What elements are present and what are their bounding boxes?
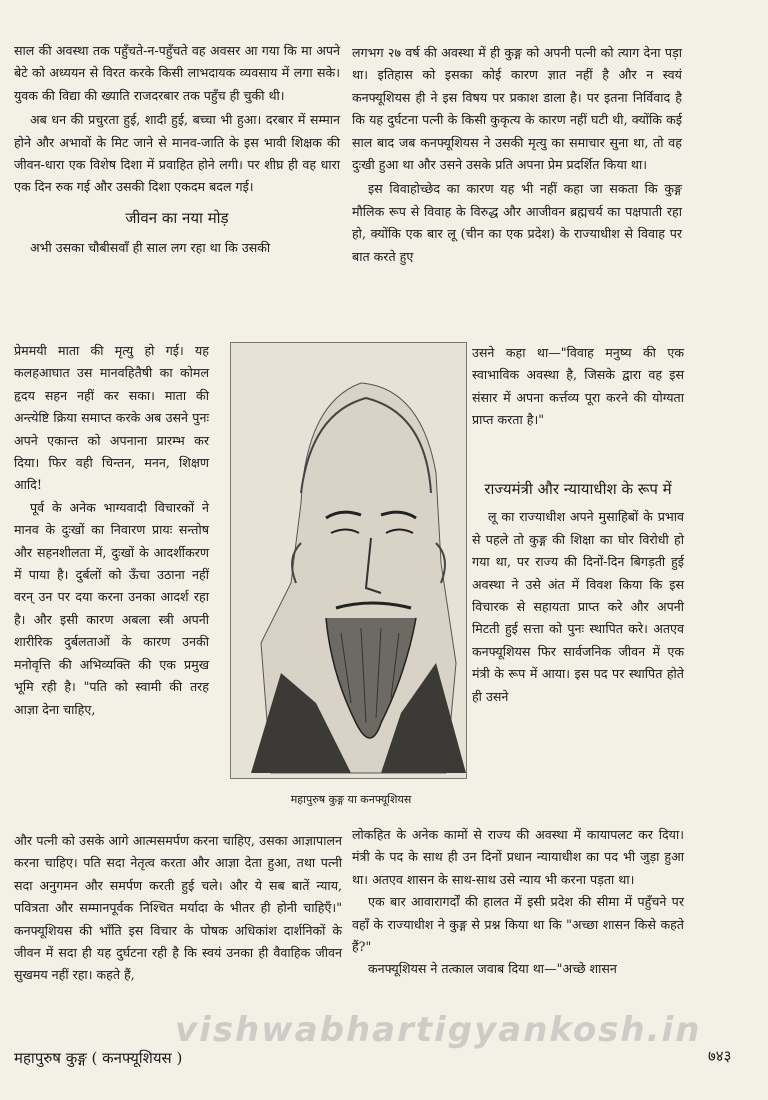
section-heading-new-turn: जीवन का नया मोड़ <box>125 208 229 227</box>
paragraph: कनफ्यूशियस ने तत्काल जवाब दिया था—"अच्छे शासन <box>368 961 617 977</box>
page-number: ७४३ <box>708 1047 732 1065</box>
paragraph: अभी उसका चौबीसवाँ ही साल लग रहा था कि उसकी <box>30 240 271 256</box>
portrait-drawing <box>231 343 466 778</box>
paragraph: साल की अवस्था तक पहुँचते-न-पहुँचते वह अवसर आ गया कि मा अपने बेटे को अध्ययन से विरत करके किसी लाभदायक व्यवसाय में लगा सके। युवक की विद्या की ख्याति राजदरबार तक पहुँच ही चुकी थी। <box>14 43 340 103</box>
paragraph: एक बार आवारागर्दों की हालत में इसी प्रदेश की सीमा में पहुँचने पर वहाँ के राज्याधीश ने कुङ्ग से प्रश्न किया था कि "अच्छा शासन किसे कहते हैं?" <box>352 894 684 955</box>
paragraph: और पत्नी को उसके आगे आत्मसमर्पण करना चाहिए, उसका आज्ञापालन करना चाहिए। पति सदा नेतृत्व करता और आज्ञा देता हुआ, तथा पत्नी सदा अनुगमन और समर्पण करती हुई चले। और ये सब बातें न्याय, पवित्रता और सम्मानपूर्वक निश्चित मर्यादा के भीतर ही होनी चाहिएँ।" कनफ्यूशियस की भाँति इस विचार के पोषक अधिकांश दार्शनिकों के जीवन में सदा ही यह दुर्घटना रही है कि स्वयं उनका ही वैवाहिक जीवन सुखमय नहीं रहा। कहते हैं, <box>14 833 342 983</box>
paragraph: लू का राज्याधीश अपने मुसाहिबों के प्रभाव से पहले तो कुङ्ग की शिक्षा का घोर विरोधी हो गया था, पर राज्य की दिनों-दिन बिगड़ती हुई अवस्था ने उसे अंत में विवश किया कि इस विचारक से सहायता प्राप्त करे और अपनी मिटती हुई सत्ता को पुनः स्थापित करे। अतएव कनफ्यूशियस फिर सार्वजनिक जीवन में एक मंत्री के रूप में आया। इस पद पर स्थापित होते ही उसने <box>472 509 684 704</box>
right-column-beside-portrait <box>472 478 684 708</box>
paragraph: उसने कहा था—"विवाह मनुष्य की एक स्वाभाविक अवस्था है, जिसके द्वारा वह इस संसार में अपना कर्त्तव्य पूरा करने की योग्यता प्राप्त करता है।" <box>472 345 684 428</box>
paragraph: इस विवाहोच्छेद का कारण यह भी नहीं कहा जा सकता कि कुङ्ग मौलिक रूप से विवाह के विरुद्ध और आजीवन ब्रह्मचर्य का पक्षपाती रहा हो, क्योंकि एक बार लू (चीन का एक प्रदेश) के राज्याधीश से विवाह पर बात करते हुए <box>352 181 682 264</box>
watermark-text: vishwabhartigyankosh.in <box>175 1010 702 1050</box>
section-heading-minister: राज्यमंत्री और न्यायाधीश के रूप में <box>484 480 672 498</box>
left-column-bottom <box>14 830 342 987</box>
right-column-bottom <box>352 824 684 981</box>
confucius-portrait-image <box>230 342 467 779</box>
paragraph: लगभग २७ वर्ष की अवस्था में ही कुङ्ग को अपनी पत्नी को त्याग देना पड़ा था। इतिहास को इसका कोई कारण ज्ञात नहीं है और न स्वयं कनफ्यूशियस ही ने इस विषय पर प्रकाश डाला है। पर इतना निर्विवाद है कि यह दुर्घटना पत्नी के किसी कुकृत्य के कारण नहीं घटी थी, क्योंकि कई साल बाद जब कनफ्यूशियस ने उसकी मृत्यु का समाचार सुना था, तो वह दुःखी हुआ था और उसने उसके प्रति अपना प्रेम प्रदर्शित किया था। <box>352 45 682 173</box>
quote-block <box>472 342 684 432</box>
footer-title: महापुरुष कुङ्ग ( कनफ्यूशियस ) <box>14 1049 183 1067</box>
right-column-top <box>352 42 682 270</box>
paragraph: अब धन की प्रचुरता हुई, शादी हुई, बच्चा भी हुआ। दरबार में सम्मान होने और अभावों के मिट जाने से मानव-जाति के इस भावी शिक्षक की जीवन-धारा एक विशेष दिशा में प्रवाहित होने लगी। पर शीघ्र ही वह धारा एक दिन रुक गई और उसकी दिशा एकदम बदल गई। <box>14 112 340 195</box>
paragraph: प्रेममयी माता की मृत्यु हो गई। यह कलहआघात उस मानवहितैषी का कोमल हृदय सहन नहीं कर सका। माता की अन्त्येष्टि क्रिया समाप्त करके अब उसने पुनः अपने एकान्त को अपनाना प्रारम्भ कर दिया। फिर वही चिन्तन, मनन, शिक्षण आदि! <box>14 343 209 493</box>
paragraph: लोकहित के अनेक कामों से राज्य की अवस्था में कायापलट कर दिया। मंत्री के पद के साथ ही उन दिनों प्रधान न्यायाधीश का पद भी जुड़ा हुआ था। अतएव शासन के साथ-साथ उसे न्याय भी करना पड़ता था। <box>352 827 684 887</box>
left-column-top <box>14 40 340 262</box>
portrait-caption: महापुरुष कुङ्ग या कनफ्यूशियस <box>290 793 412 806</box>
left-column-beside-portrait <box>14 340 209 721</box>
paragraph: पूर्व के अनेक भाग्यवादी विचारकों ने मानव के दुःखों का निवारण प्रायः सन्तोष और सहनशीलता में, दुःखों के आदर्शीकरण में पाया है। दुर्बलों को ऊँचा उठाना नहीं वरन् उन पर दया करना उनका आदर्श रहा है। और इसी कारण अबला स्त्री अपनी शारीरिक दुर्बलताओं के कारण उनकी मनोवृत्ति की अभिव्यक्ति की एक प्रमुख भूमि रही है। "पति को स्वामी की तरह आज्ञा देना चाहिए, <box>14 499 209 717</box>
